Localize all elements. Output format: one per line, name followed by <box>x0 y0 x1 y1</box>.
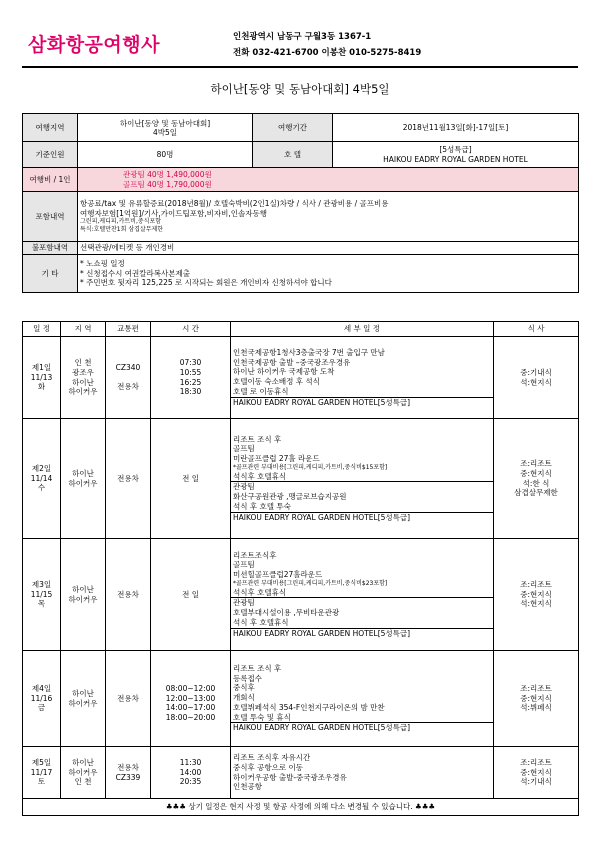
day-row <box>23 651 579 747</box>
hotel-line: HAIKOU EADRY ROYAL GARDEN HOTEL[5성특급] <box>231 397 493 408</box>
company-contact: 전화 032-421-6700 이봉찬 010-5275-8419 <box>233 48 422 58</box>
region-label: 여행지역 <box>23 114 78 142</box>
day-row <box>23 337 579 419</box>
etc-value: * 노쇼핑 일정 * 신청접수시 여권칼라복사본제출 * 주민번호 뒷자리 125,225 로 시작되는 회원은 개인비자 신청하셔야 합니다 <box>78 255 579 293</box>
day-cell: 제1일 11/13 화 <box>23 337 61 419</box>
fee-value: 관광팀 40명 1,490,000원 골프팀 40명 1,790,000원 <box>78 168 579 192</box>
company-address: 인천광역시 남동구 구월3동 1367-1 <box>233 32 372 42</box>
header-detail: 세 부 일 정 <box>231 322 494 337</box>
region-value: 하이난[동양 및 동남아대회] 4박5일 <box>78 114 253 142</box>
day-row <box>23 539 579 651</box>
place-cell: 하이난 하이커우 <box>61 651 106 747</box>
included-value: 항공료/tax 및 유류할증료(2018년8월)/ 호텔숙박비(2인1실)차량 / 식사 / 관광비용 / 골프비용 여행자보험[1억원]/기사,가이드팁포함,비자비,인솔자동행 그린피,케디피,카트비,중식포함 특식:호텔만찬1회 삼겹살무제한 <box>78 192 579 242</box>
hotel-label: 호 텔 <box>253 142 333 168</box>
included-label: 포함내역 <box>23 192 78 242</box>
meal-cell: 조:리조트 중:현지식 석:현지식 <box>494 539 579 651</box>
meal-cell: 조:리조트 중:현지식 석:기내식 <box>494 747 579 799</box>
header-day: 일 정 <box>23 322 61 337</box>
people-label: 기준인원 <box>23 142 78 168</box>
excluded-value: 선택관광/에티켓 등 개인경비 <box>78 242 579 255</box>
transport-cell: 전용차 <box>106 651 151 747</box>
period-label: 여행기간 <box>253 114 333 142</box>
detail-cell: 인천국제공항1청사3층출국장 7번 출입구 만남 인천국제공항 출발 –중국광조우경유 하이난 하이커우 국제공항 도착 호텔이동 숙소배정 후 석식 호텔 로 이동휴식 HAIKOU EADRY ROYAL GARDEN HOTEL[5성특급] <box>231 337 494 419</box>
place-cell: 하이난 하이커우 <box>61 539 106 651</box>
day-row <box>23 419 579 539</box>
time-cell: 전 일 <box>151 419 231 539</box>
header-transport: 교통편 <box>106 322 151 337</box>
header-meal: 식 사 <box>494 322 579 337</box>
trip-info-table <box>22 113 579 293</box>
page-title: 하이난[동양 및 동남아대회] 4박5일 <box>210 82 390 96</box>
brand-logo-text: 삼화항공여행사 <box>28 34 160 56</box>
hotel-value: [5성특급] HAIKOU EADRY ROYAL GARDEN HOTEL <box>333 142 579 168</box>
transport-cell: 전용차 <box>106 419 151 539</box>
time-cell: 전 일 <box>151 539 231 651</box>
day-row <box>23 747 579 799</box>
detail-cell: 리조트조식후 골프팀 미션힐골프클럽27홀라운드 *골프관련 부대비용[그린피,케디피,카트비,중식비$23포함] 석식후 호텔휴식 관광팀 호텔부대시설이용 ,무비타운관광 석식 후 호텔휴식 HAIKOU EADRY ROYAL GARDEN HOTEL[5성특급] <box>231 539 494 651</box>
excluded-label: 불포함내역 <box>23 242 78 255</box>
itinerary-table <box>22 321 579 816</box>
place-cell: 인 천 광조우 하이난 하이커우 <box>61 337 106 419</box>
schedule-footnote: ♣♣♣ 상기 일정은 현지 사정 및 항공 사정에 의해 다소 변경될 수 있습니다. ♣♣♣ <box>23 799 579 816</box>
fee-label: 여행비 / 1인 <box>23 168 78 192</box>
meal-cell: 조:리조트 중:현지식 석:뷔페식 <box>494 651 579 747</box>
period-value: 2018년11월13일[화]-17일[토] <box>333 114 579 142</box>
detail-cell: 리조트 조식후 자유시간 중식후 공항으로 이동 하이커우공항 출발-중국광조우경유 인천공항 <box>231 747 494 799</box>
header-place: 지 역 <box>61 322 106 337</box>
time-cell: 07:30 10:55 16:25 18:30 <box>151 337 231 419</box>
place-cell: 하이난 하이커우 <box>61 419 106 539</box>
transport-cell: CZ340 전용차 <box>106 337 151 419</box>
day-cell: 제5일 11/17 토 <box>23 747 61 799</box>
detail-cell: 리조트 조식 후 등록접수 중식후 개회식 호텔뷔페석식 354-F인천지구라이온의 밤 만찬 호텔 투숙 및 휴식 HAIKOU EADRY ROYAL GARDEN HOTEL[5성특급] <box>231 651 494 747</box>
etc-label: 기 타 <box>23 255 78 293</box>
detail-cell: 리조트 조식 후 골프팀 미란골프클럽 27홀 라운드 *골프관련 부대비용[그린피,케디피,카트비,중식비$15포함] 석식후 호텔휴식 관광팀 화산구공원관광 ,맹글로브습지공원 석식 후 호텔 투숙 HAIKOU EADRY ROYAL GARDEN HOTEL[5성특급] <box>231 419 494 539</box>
meal-cell: 조:리조트 중:현지식 석:한 식 삼겹살무제한 <box>494 419 579 539</box>
place-cell: 하이난 하이커우 인 천 <box>61 747 106 799</box>
hotel-line: HAIKOU EADRY ROYAL GARDEN HOTEL[5성특급] <box>231 512 493 523</box>
day-cell: 제4일 11/16 금 <box>23 651 61 747</box>
time-cell: 11:30 14:00 20:35 <box>151 747 231 799</box>
header-time: 시 간 <box>151 322 231 337</box>
transport-cell: 전용차 <box>106 539 151 651</box>
hotel-line: HAIKOU EADRY ROYAL GARDEN HOTEL[5성특급] <box>231 628 493 639</box>
hotel-line: HAIKOU EADRY ROYAL GARDEN HOTEL[5성특급] <box>231 722 493 733</box>
people-value: 80명 <box>78 142 253 168</box>
transport-cell: 전용차 CZ339 <box>106 747 151 799</box>
day-cell: 제2일 11/14 수 <box>23 419 61 539</box>
header-divider <box>22 66 578 68</box>
day-cell: 제3일 11/15 목 <box>23 539 61 651</box>
time-cell: 08:00~12:00 12:00~13:00 14:00~17:00 18:00~20:00 <box>151 651 231 747</box>
meal-cell: 중:기내식 석:현지식 <box>494 337 579 419</box>
